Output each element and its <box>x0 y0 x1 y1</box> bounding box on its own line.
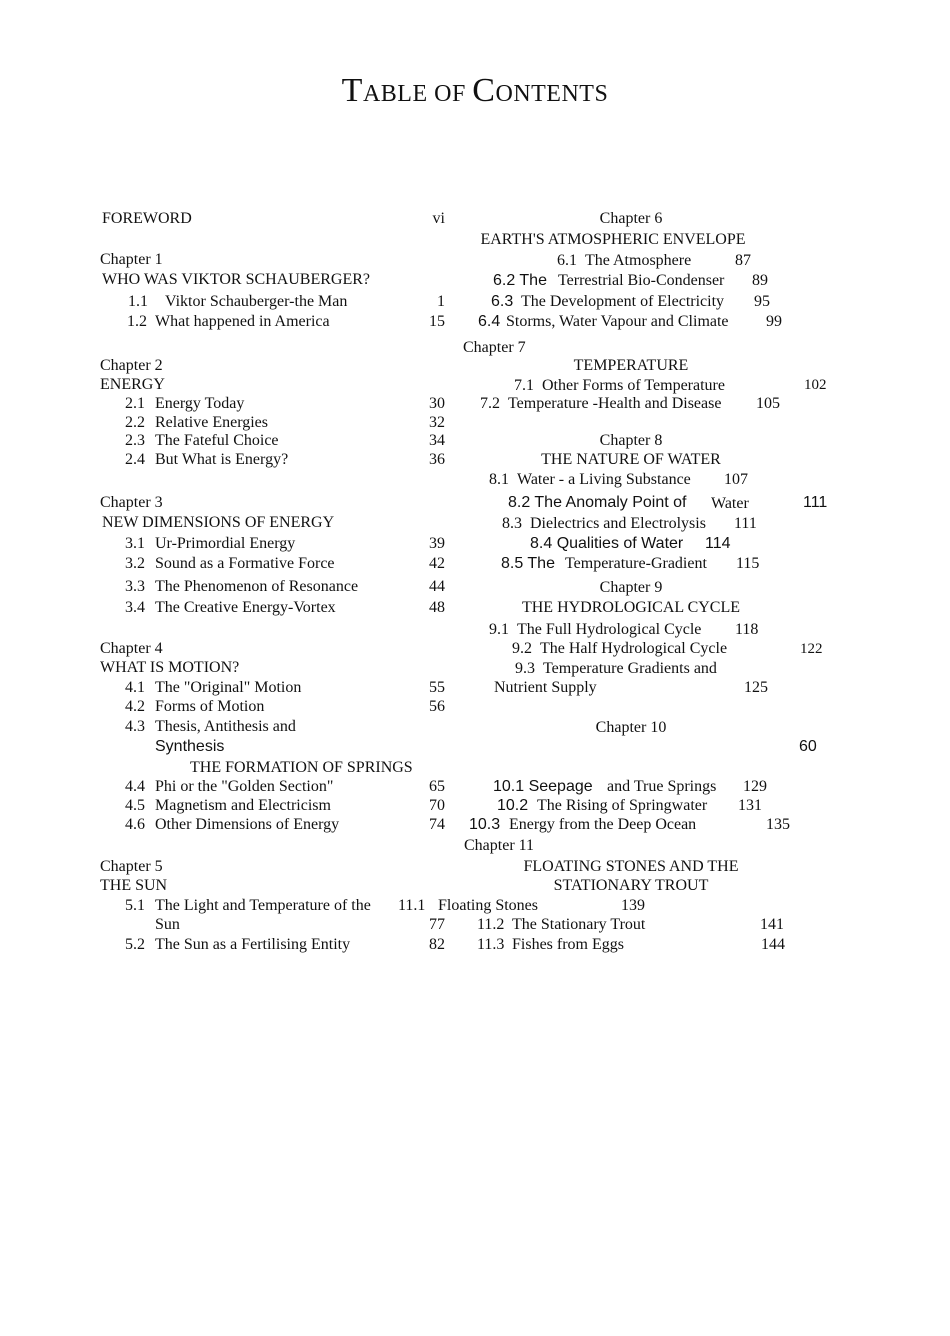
chapter-title: WHAT IS MOTION? <box>100 659 240 676</box>
toc-entry-page: 102 <box>804 377 827 393</box>
toc-entry-number: 7.1 <box>514 377 534 394</box>
toc-entry-number: 7.2 <box>480 395 500 412</box>
chapter-title: THE NATURE OF WATER <box>541 451 721 468</box>
chapter-heading: Chapter 4 <box>100 640 163 657</box>
toc-entry-page: 111 <box>734 515 757 532</box>
toc-entry-number: 6.2 The <box>493 272 547 289</box>
toc-entry-text: The Full Hydrological Cycle <box>517 621 702 638</box>
toc-entry-text: Synthesis <box>155 738 225 755</box>
toc-entry-text: Fishes from Eggs <box>512 936 624 953</box>
toc-entry-text: The Development of Electricity <box>521 293 725 310</box>
toc-entry-number: 2.3 <box>125 432 145 449</box>
chapter-title: THE HYDROLOGICAL CYCLE <box>521 599 741 616</box>
toc-entry-text: Dielectrics and Electrolysis <box>530 515 706 532</box>
toc-entry-page: 60 <box>799 738 817 755</box>
section-heading: THE FORMATION OF SPRINGS <box>190 759 413 776</box>
toc-entry-number: 3.3 <box>125 578 145 595</box>
toc-entry-text: Phi or the "Golden Section" <box>155 778 334 795</box>
toc-entry-page: 36 <box>429 451 445 468</box>
toc-entry-page: 95 <box>754 293 770 310</box>
toc-entry-text: Temperature -Health and Disease <box>508 395 722 412</box>
toc-entry-text: The Creative Energy-Vortex <box>155 599 336 616</box>
toc-entry-page: 144 <box>761 936 785 953</box>
toc-entry-text: Other Dimensions of Energy <box>155 816 340 833</box>
toc-entry-text: What happened in America <box>155 313 330 330</box>
toc-entry-number: 9.3 <box>515 660 535 677</box>
toc-entry-page: 32 <box>429 414 445 431</box>
toc-entry-number: 4.6 <box>125 816 145 833</box>
toc-entry-number: 6.1 <box>557 252 577 269</box>
toc-entry-page: 44 <box>429 578 445 595</box>
toc-entry-number: 6.3 <box>491 293 514 310</box>
toc-entry-page: 131 <box>738 797 762 814</box>
toc-entry-number: 2.4 <box>125 451 145 468</box>
toc-entry-page: 82 <box>429 936 445 953</box>
toc-entry-number: 1.1 <box>128 293 148 310</box>
toc-entry-page: 122 <box>800 641 823 657</box>
toc-entry-number: 6.4 <box>478 313 501 330</box>
toc-entry-page: 141 <box>760 916 784 933</box>
toc-entry-number: 8.4 Qualities of Water <box>530 535 684 552</box>
toc-entry-number: 5.1 <box>125 897 145 914</box>
chapter-title: FLOATING STONES AND THE <box>523 858 739 875</box>
toc-entry-number: 4.5 <box>125 797 145 814</box>
chapter-title: TEMPERATURE <box>573 357 689 374</box>
foreword-page: vi <box>432 210 445 227</box>
toc-entry-page: 125 <box>744 679 768 696</box>
toc-entry-page: 87 <box>735 252 751 269</box>
toc-entry-page: 48 <box>429 599 445 616</box>
toc-entry-page: 114 <box>705 535 731 552</box>
toc-entry-text: Temperature Gradients and <box>543 660 717 677</box>
toc-entry-text: Ur-Primordial Energy <box>155 535 296 552</box>
toc-entry-text: Thesis, Antithesis and <box>155 718 296 735</box>
toc-entry-page: 30 <box>429 395 445 412</box>
toc-entry-text: Sound as a Formative Force <box>155 555 335 572</box>
toc-entry-text: Other Forms of Temperature <box>542 377 725 394</box>
chapter-heading: Chapter 7 <box>463 339 526 356</box>
toc-entry-number: 8.1 <box>489 471 509 488</box>
toc-entry-page: 15 <box>429 313 445 330</box>
toc-entry-text: Storms, Water Vapour and Climate <box>506 313 729 330</box>
toc-entry-text: Magnetism and Electricism <box>155 797 331 814</box>
toc-entry-number: 8.2 The Anomaly Point of <box>508 494 687 511</box>
toc-entry-text: Energy from the Deep Ocean <box>509 816 697 833</box>
toc-entry-page: 89 <box>752 272 768 289</box>
toc-entry-text: The Stationary Trout <box>512 916 646 933</box>
toc-entry-number: 11.3 <box>477 936 505 953</box>
toc-entry-text: The Sun as a Fertilising Entity <box>155 936 351 953</box>
chapter-heading: Chapter 5 <box>100 858 163 875</box>
chapter-title: THE SUN <box>100 877 168 894</box>
toc-entry-text: Sun <box>155 916 180 933</box>
toc-entry-number: 9.2 <box>512 640 532 657</box>
toc-entry-number: 8.3 <box>502 515 522 532</box>
toc-entry-text: The Fateful Choice <box>155 432 279 449</box>
toc-entry-page: 74 <box>429 816 445 833</box>
toc-entry-text: and True Springs <box>607 778 717 795</box>
toc-entry-page: 39 <box>429 535 445 552</box>
toc-entry-number: 3.2 <box>125 555 145 572</box>
toc-entry-number: 10.1 Seepage <box>493 778 593 795</box>
toc-entry-page: 111 <box>803 494 828 511</box>
toc-entry-page: 118 <box>735 621 759 638</box>
chapter-heading: Chapter 11 <box>464 837 535 854</box>
toc-entry-text: Water <box>711 495 749 512</box>
toc-entry-page: 107 <box>724 471 748 488</box>
toc-entry-page: 135 <box>766 816 790 833</box>
toc-entry-text: But What is Energy? <box>155 451 289 468</box>
toc-entry-number: 11.1 <box>398 897 426 914</box>
toc-entry-page: 105 <box>756 395 780 412</box>
toc-entry-number: 1.2 <box>127 313 147 330</box>
toc-entry-number: 2.2 <box>125 414 145 431</box>
chapter-title: EARTH'S ATMOSPHERIC ENVELOPE <box>480 231 746 248</box>
chapter-title: WHO WAS VIKTOR SCHAUBERGER? <box>102 271 371 288</box>
toc-entry-page: 99 <box>766 313 782 330</box>
page-title: TABLE OF CONTENTS <box>341 72 609 109</box>
chapter-heading: Chapter 9 <box>599 579 663 596</box>
toc-entry-text: Viktor Schauberger-the Man <box>165 293 348 310</box>
chapter-heading: Chapter 2 <box>100 357 163 374</box>
toc-entry-number: 5.2 <box>125 936 145 953</box>
toc-entry-number: 3.1 <box>125 535 145 552</box>
toc-entry-page: 139 <box>621 897 645 914</box>
toc-entry-number: 4.3 <box>125 718 145 735</box>
toc-entry-text: Energy Today <box>155 395 245 412</box>
toc-entry-text: Forms of Motion <box>155 698 265 715</box>
toc-entry-page: 77 <box>429 916 445 933</box>
toc-entry-number: 9.1 <box>489 621 509 638</box>
toc-entry-text: Floating Stones <box>438 897 539 914</box>
toc-entry-text: The Light and Temperature of the <box>155 897 371 914</box>
toc-entry-number: 4.2 <box>125 698 145 715</box>
toc-entry-text: Temperature-Gradient <box>565 555 707 572</box>
toc-entry-page: 42 <box>429 555 445 572</box>
toc-entry-page: 56 <box>429 698 445 715</box>
toc-entry-text: The Atmosphere <box>585 252 692 269</box>
toc-entry-number: 4.4 <box>125 778 145 795</box>
chapter-heading: Chapter 1 <box>100 251 163 268</box>
toc-entry-text: The Rising of Springwater <box>537 797 708 814</box>
toc-entry-text: Nutrient Supply <box>494 679 597 696</box>
toc-entry-page: 115 <box>736 555 760 572</box>
toc-entry-number: 8.5 The <box>501 555 555 572</box>
toc-entry-page: 55 <box>429 679 445 696</box>
toc-entry-number: 11.2 <box>477 916 505 933</box>
toc-entry-number: 2.1 <box>125 395 145 412</box>
toc-entry-text: Water - a Living Substance <box>517 471 691 488</box>
toc-entry-text: Terrestrial Bio-Condenser <box>558 272 725 289</box>
toc-entry-text: The Phenomenon of Resonance <box>155 578 359 595</box>
toc-entry-text: Relative Energies <box>155 414 268 431</box>
toc-entry-number: 10.3 <box>469 816 501 833</box>
toc-entry-number: 4.1 <box>125 679 145 696</box>
chapter-heading: Chapter 10 <box>595 719 667 736</box>
foreword-label: FOREWORD <box>102 210 192 227</box>
chapter-title: NEW DIMENSIONS OF ENERGY <box>102 514 335 531</box>
toc-entry-page: 34 <box>429 432 445 449</box>
toc-entry-page: 129 <box>743 778 767 795</box>
toc-entry-page: 70 <box>429 797 445 814</box>
toc-entry-text: The "Original" Motion <box>155 679 302 696</box>
toc-entry-page: 1 <box>437 293 445 310</box>
chapter-heading: Chapter 3 <box>100 494 163 511</box>
chapter-heading: Chapter 6 <box>599 210 663 227</box>
toc-entry-text: The Half Hydrological Cycle <box>540 640 728 657</box>
toc-entry-page: 65 <box>429 778 445 795</box>
chapter-heading: Chapter 8 <box>599 432 663 449</box>
toc-entry-number: 3.4 <box>125 599 145 616</box>
toc-entry-number: 10.2 <box>497 797 529 814</box>
chapter-title: STATIONARY TROUT <box>553 877 709 894</box>
chapter-title: ENERGY <box>100 376 165 393</box>
